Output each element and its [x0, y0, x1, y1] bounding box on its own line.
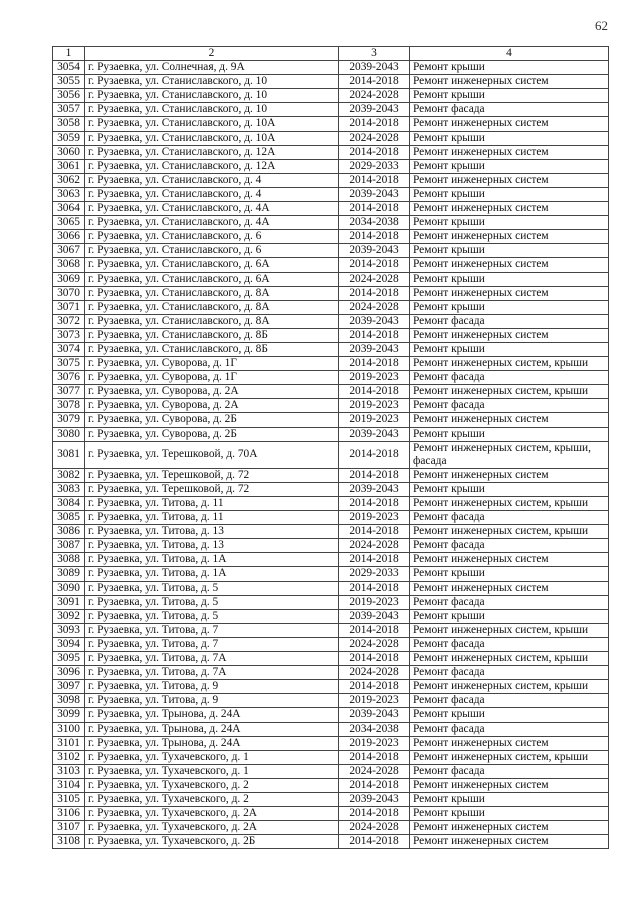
- period-cell: 2014-2018: [339, 145, 410, 159]
- table-row: [53, 539, 609, 553]
- work-type-cell: Ремонт крыши: [410, 61, 609, 75]
- table-row: [53, 680, 609, 694]
- period-cell: 2024-2028: [339, 300, 410, 314]
- address-cell: г. Рузаевка, ул. Станиславского, д. 4: [85, 187, 339, 201]
- table-row: [53, 441, 609, 468]
- table-row: [53, 553, 609, 567]
- work-type-cell: Ремонт инженерных систем: [410, 286, 609, 300]
- work-type-cell: Ремонт крыши: [410, 482, 609, 496]
- period-cell: 2039-2043: [339, 427, 410, 441]
- row-number-cell: 3087: [53, 539, 85, 553]
- work-type-cell: Ремонт крыши: [410, 427, 609, 441]
- work-type-cell: Ремонт инженерных систем: [410, 553, 609, 567]
- period-cell: 2039-2043: [339, 708, 410, 722]
- row-number-cell: 3084: [53, 497, 85, 511]
- row-number-cell: 3104: [53, 778, 85, 792]
- table-row: [53, 159, 609, 173]
- table-row: [53, 581, 609, 595]
- table-row: [53, 342, 609, 356]
- table-row: [53, 835, 609, 849]
- table-row: [53, 750, 609, 764]
- work-type-cell: Ремонт инженерных систем, крыши: [410, 652, 609, 666]
- row-number-cell: 3083: [53, 482, 85, 496]
- work-type-cell: Ремонт крыши: [410, 272, 609, 286]
- table-row: [53, 145, 609, 159]
- row-number-cell: 3085: [53, 511, 85, 525]
- address-cell: г. Рузаевка, ул. Титова, д. 1А: [85, 553, 339, 567]
- row-number-cell: 3078: [53, 399, 85, 413]
- row-number-cell: 3077: [53, 385, 85, 399]
- table-row: [53, 821, 609, 835]
- table-row: [53, 89, 609, 103]
- address-cell: г. Рузаевка, ул. Трынова, д. 24А: [85, 722, 339, 736]
- address-cell: г. Рузаевка, ул. Станиславского, д. 12А: [85, 145, 339, 159]
- period-cell: 2039-2043: [339, 244, 410, 258]
- repair-schedule-table: [52, 46, 609, 849]
- table-row: [53, 736, 609, 750]
- table-row: [53, 399, 609, 413]
- work-type-cell: Ремонт инженерных систем: [410, 230, 609, 244]
- table-row: [53, 244, 609, 258]
- work-type-cell: Ремонт инженерных систем: [410, 117, 609, 131]
- address-cell: г. Рузаевка, ул. Терешковой, д. 72: [85, 468, 339, 482]
- row-number-cell: 3082: [53, 468, 85, 482]
- address-cell: г. Рузаевка, ул. Терешковой, д. 72: [85, 482, 339, 496]
- work-type-cell: Ремонт инженерных систем, крыши: [410, 497, 609, 511]
- period-cell: 2014-2018: [339, 202, 410, 216]
- period-cell: 2014-2018: [339, 258, 410, 272]
- work-type-cell: Ремонт крыши: [410, 708, 609, 722]
- table-row: [53, 216, 609, 230]
- period-cell: 2019-2023: [339, 413, 410, 427]
- address-cell: г. Рузаевка, ул. Титова, д. 5: [85, 595, 339, 609]
- work-type-cell: Ремонт фасада: [410, 764, 609, 778]
- work-type-cell: Ремонт инженерных систем, крыши: [410, 357, 609, 371]
- row-number-cell: 3094: [53, 637, 85, 651]
- period-cell: 2014-2018: [339, 623, 410, 637]
- row-number-cell: 3066: [53, 230, 85, 244]
- row-number-cell: 3081: [53, 441, 85, 468]
- row-number-cell: 3074: [53, 342, 85, 356]
- table-row: [53, 75, 609, 89]
- period-cell: 2019-2023: [339, 595, 410, 609]
- period-cell: 2024-2028: [339, 131, 410, 145]
- table-row: [53, 413, 609, 427]
- work-type-cell: Ремонт инженерных систем: [410, 581, 609, 595]
- table-row: [53, 792, 609, 806]
- row-number-cell: 3090: [53, 581, 85, 595]
- work-type-cell: Ремонт инженерных систем: [410, 75, 609, 89]
- period-cell: 2014-2018: [339, 230, 410, 244]
- work-type-cell: Ремонт фасада: [410, 595, 609, 609]
- row-number-cell: 3092: [53, 609, 85, 623]
- period-cell: 2039-2043: [339, 482, 410, 496]
- address-cell: г. Рузаевка, ул. Титова, д. 11: [85, 511, 339, 525]
- period-cell: 2019-2023: [339, 371, 410, 385]
- address-cell: г. Рузаевка, ул. Тухачевского, д. 1: [85, 750, 339, 764]
- row-number-cell: 3096: [53, 666, 85, 680]
- row-number-cell: 3072: [53, 314, 85, 328]
- row-number-cell: 3095: [53, 652, 85, 666]
- table-row: [53, 202, 609, 216]
- period-cell: 2019-2023: [339, 511, 410, 525]
- table-row: [53, 314, 609, 328]
- period-cell: 2014-2018: [339, 173, 410, 187]
- row-number-cell: 3054: [53, 61, 85, 75]
- table-row: [53, 272, 609, 286]
- work-type-cell: Ремонт инженерных систем, крыши: [410, 750, 609, 764]
- period-cell: 2024-2028: [339, 764, 410, 778]
- period-cell: 2034-2038: [339, 722, 410, 736]
- row-number-cell: 3059: [53, 131, 85, 145]
- period-cell: 2034-2038: [339, 216, 410, 230]
- address-cell: г. Рузаевка, ул. Титова, д. 1А: [85, 567, 339, 581]
- row-number-cell: 3099: [53, 708, 85, 722]
- work-type-cell: Ремонт крыши: [410, 131, 609, 145]
- row-number-cell: 3102: [53, 750, 85, 764]
- row-number-cell: 3079: [53, 413, 85, 427]
- period-cell: 2024-2028: [339, 821, 410, 835]
- table-row: [53, 497, 609, 511]
- address-cell: г. Рузаевка, ул. Тухачевского, д. 2: [85, 778, 339, 792]
- work-type-cell: Ремонт крыши: [410, 300, 609, 314]
- row-number-cell: 3065: [53, 216, 85, 230]
- work-type-cell: Ремонт инженерных систем, крыши: [410, 525, 609, 539]
- address-cell: г. Рузаевка, ул. Титова, д. 13: [85, 539, 339, 553]
- period-cell: 2039-2043: [339, 314, 410, 328]
- row-number-cell: 3067: [53, 244, 85, 258]
- period-cell: 2039-2043: [339, 609, 410, 623]
- work-type-cell: Ремонт инженерных систем, крыши: [410, 623, 609, 637]
- address-cell: г. Рузаевка, ул. Станиславского, д. 8А: [85, 300, 339, 314]
- address-cell: г. Рузаевка, ул. Титова, д. 11: [85, 497, 339, 511]
- period-cell: 2024-2028: [339, 89, 410, 103]
- table-row: [53, 258, 609, 272]
- period-cell: 2024-2028: [339, 666, 410, 680]
- table-row: [53, 385, 609, 399]
- address-cell: г. Рузаевка, ул. Титова, д. 5: [85, 609, 339, 623]
- address-cell: г. Рузаевка, ул. Тухачевского, д. 2: [85, 792, 339, 806]
- table-row: [53, 525, 609, 539]
- row-number-cell: 3063: [53, 187, 85, 201]
- period-cell: 2014-2018: [339, 468, 410, 482]
- work-type-cell: Ремонт инженерных систем, крыши, фасада: [410, 441, 609, 468]
- table-row: [53, 286, 609, 300]
- row-number-cell: 3071: [53, 300, 85, 314]
- work-type-cell: Ремонт инженерных систем: [410, 468, 609, 482]
- address-cell: г. Рузаевка, ул. Суворова, д. 1Г: [85, 357, 339, 371]
- row-number-cell: 3069: [53, 272, 85, 286]
- period-cell: 2014-2018: [339, 385, 410, 399]
- table-row: [53, 328, 609, 342]
- address-cell: г. Рузаевка, ул. Титова, д. 9: [85, 694, 339, 708]
- row-number-cell: 3064: [53, 202, 85, 216]
- address-cell: г. Рузаевка, ул. Станиславского, д. 8А: [85, 314, 339, 328]
- row-number-cell: 3098: [53, 694, 85, 708]
- row-number-cell: 3097: [53, 680, 85, 694]
- row-number-cell: 3055: [53, 75, 85, 89]
- work-type-cell: Ремонт фасада: [410, 399, 609, 413]
- table-row: [53, 807, 609, 821]
- work-type-cell: Ремонт крыши: [410, 342, 609, 356]
- table-row: [53, 722, 609, 736]
- table-row: [53, 357, 609, 371]
- address-cell: г. Рузаевка, ул. Станиславского, д. 10: [85, 75, 339, 89]
- column-header: 2: [85, 47, 339, 61]
- address-cell: г. Рузаевка, ул. Станиславского, д. 8А: [85, 286, 339, 300]
- address-cell: г. Рузаевка, ул. Станиславского, д. 10А: [85, 131, 339, 145]
- address-cell: г. Рузаевка, ул. Титова, д. 5: [85, 581, 339, 595]
- address-cell: г. Рузаевка, ул. Тухачевского, д. 2Б: [85, 835, 339, 849]
- address-cell: г. Рузаевка, ул. Суворова, д. 2Б: [85, 413, 339, 427]
- period-cell: 2014-2018: [339, 286, 410, 300]
- address-cell: г. Рузаевка, ул. Терешковой, д. 70А: [85, 441, 339, 468]
- row-number-cell: 3103: [53, 764, 85, 778]
- table-row: [53, 511, 609, 525]
- work-type-cell: Ремонт крыши: [410, 792, 609, 806]
- work-type-cell: Ремонт крыши: [410, 159, 609, 173]
- period-cell: 2014-2018: [339, 652, 410, 666]
- work-type-cell: Ремонт крыши: [410, 807, 609, 821]
- period-cell: 2039-2043: [339, 103, 410, 117]
- period-cell: 2014-2018: [339, 778, 410, 792]
- period-cell: 2024-2028: [339, 539, 410, 553]
- table-row: [53, 117, 609, 131]
- period-cell: 2019-2023: [339, 694, 410, 708]
- address-cell: г. Рузаевка, ул. Станиславского, д. 10: [85, 103, 339, 117]
- period-cell: 2019-2023: [339, 736, 410, 750]
- work-type-cell: Ремонт инженерных систем: [410, 778, 609, 792]
- period-cell: 2029-2033: [339, 567, 410, 581]
- row-number-cell: 3080: [53, 427, 85, 441]
- work-type-cell: Ремонт инженерных систем: [410, 821, 609, 835]
- address-cell: г. Рузаевка, ул. Станиславского, д. 4А: [85, 216, 339, 230]
- row-number-cell: 3075: [53, 357, 85, 371]
- work-type-cell: Ремонт фасада: [410, 314, 609, 328]
- address-cell: г. Рузаевка, ул. Станиславского, д. 4: [85, 173, 339, 187]
- column-header: 4: [410, 47, 609, 61]
- table-row: [53, 694, 609, 708]
- row-number-cell: 3105: [53, 792, 85, 806]
- address-cell: г. Рузаевка, ул. Станиславского, д. 10А: [85, 117, 339, 131]
- row-number-cell: 3058: [53, 117, 85, 131]
- period-cell: 2024-2028: [339, 272, 410, 286]
- address-cell: г. Рузаевка, ул. Титова, д. 7: [85, 637, 339, 651]
- table-row: [53, 468, 609, 482]
- row-number-cell: 3086: [53, 525, 85, 539]
- work-type-cell: Ремонт фасада: [410, 666, 609, 680]
- period-cell: 2014-2018: [339, 357, 410, 371]
- address-cell: г. Рузаевка, ул. Трынова, д. 24А: [85, 708, 339, 722]
- period-cell: 2024-2028: [339, 637, 410, 651]
- work-type-cell: Ремонт инженерных систем, крыши: [410, 385, 609, 399]
- work-type-cell: Ремонт фасада: [410, 694, 609, 708]
- work-type-cell: Ремонт инженерных систем: [410, 413, 609, 427]
- row-number-cell: 3061: [53, 159, 85, 173]
- table-row: [53, 637, 609, 651]
- work-type-cell: Ремонт инженерных систем: [410, 145, 609, 159]
- row-number-cell: 3088: [53, 553, 85, 567]
- table-row: [53, 666, 609, 680]
- work-type-cell: Ремонт инженерных систем: [410, 736, 609, 750]
- work-type-cell: Ремонт инженерных систем: [410, 328, 609, 342]
- work-type-cell: Ремонт фасада: [410, 722, 609, 736]
- column-header: 1: [53, 47, 85, 61]
- row-number-cell: 3056: [53, 89, 85, 103]
- period-cell: 2014-2018: [339, 680, 410, 694]
- row-number-cell: 3062: [53, 173, 85, 187]
- table-row: [53, 103, 609, 117]
- row-number-cell: 3100: [53, 722, 85, 736]
- address-cell: г. Рузаевка, ул. Станиславского, д. 6А: [85, 258, 339, 272]
- table-row: [53, 708, 609, 722]
- row-number-cell: 3060: [53, 145, 85, 159]
- address-cell: г. Рузаевка, ул. Станиславского, д. 6: [85, 230, 339, 244]
- table-row: [53, 652, 609, 666]
- row-number-cell: 3070: [53, 286, 85, 300]
- table-row: [53, 173, 609, 187]
- address-cell: г. Рузаевка, ул. Суворова, д. 2А: [85, 399, 339, 413]
- address-cell: г. Рузаевка, ул. Тухачевского, д. 2А: [85, 807, 339, 821]
- row-number-cell: 3107: [53, 821, 85, 835]
- table-row: [53, 230, 609, 244]
- table-row: [53, 609, 609, 623]
- row-number-cell: 3068: [53, 258, 85, 272]
- address-cell: г. Рузаевка, ул. Титова, д. 7А: [85, 652, 339, 666]
- work-type-cell: Ремонт инженерных систем, крыши: [410, 680, 609, 694]
- work-type-cell: Ремонт крыши: [410, 567, 609, 581]
- column-header: 3: [339, 47, 410, 61]
- work-type-cell: Ремонт инженерных систем: [410, 258, 609, 272]
- period-cell: 2014-2018: [339, 525, 410, 539]
- table-row: [53, 300, 609, 314]
- work-type-cell: Ремонт фасада: [410, 371, 609, 385]
- period-cell: 2039-2043: [339, 792, 410, 806]
- address-cell: г. Рузаевка, ул. Станиславского, д. 4А: [85, 202, 339, 216]
- table-row: [53, 61, 609, 75]
- work-type-cell: Ремонт крыши: [410, 187, 609, 201]
- work-type-cell: Ремонт крыши: [410, 216, 609, 230]
- address-cell: г. Рузаевка, ул. Титова, д. 7А: [85, 666, 339, 680]
- row-number-cell: 3089: [53, 567, 85, 581]
- row-number-cell: 3091: [53, 595, 85, 609]
- table-row: [53, 482, 609, 496]
- table-row: [53, 623, 609, 637]
- work-type-cell: Ремонт фасада: [410, 637, 609, 651]
- work-type-cell: Ремонт инженерных систем: [410, 173, 609, 187]
- address-cell: г. Рузаевка, ул. Станиславского, д. 8Б: [85, 342, 339, 356]
- address-cell: г. Рузаевка, ул. Солнечная, д. 9А: [85, 61, 339, 75]
- address-cell: г. Рузаевка, ул. Станиславского, д. 6А: [85, 272, 339, 286]
- period-cell: 2014-2018: [339, 497, 410, 511]
- period-cell: 2039-2043: [339, 187, 410, 201]
- address-cell: г. Рузаевка, ул. Титова, д. 13: [85, 525, 339, 539]
- table-row: [53, 131, 609, 145]
- table-row: [53, 567, 609, 581]
- period-cell: 2014-2018: [339, 553, 410, 567]
- address-cell: г. Рузаевка, ул. Титова, д. 9: [85, 680, 339, 694]
- row-number-cell: 3073: [53, 328, 85, 342]
- address-cell: г. Рузаевка, ул. Тухачевского, д. 2А: [85, 821, 339, 835]
- work-type-cell: Ремонт крыши: [410, 609, 609, 623]
- work-type-cell: Ремонт фасада: [410, 539, 609, 553]
- work-type-cell: Ремонт фасада: [410, 511, 609, 525]
- address-cell: г. Рузаевка, ул. Трынова, д. 24А: [85, 736, 339, 750]
- period-cell: 2014-2018: [339, 441, 410, 468]
- period-cell: 2014-2018: [339, 835, 410, 849]
- row-number-cell: 3106: [53, 807, 85, 821]
- table-header-row: [53, 47, 609, 61]
- work-type-cell: Ремонт инженерных систем: [410, 202, 609, 216]
- address-cell: г. Рузаевка, ул. Суворова, д. 2Б: [85, 427, 339, 441]
- table-row: [53, 764, 609, 778]
- period-cell: 2014-2018: [339, 807, 410, 821]
- table-body: [53, 61, 609, 849]
- row-number-cell: 3108: [53, 835, 85, 849]
- period-cell: 2019-2023: [339, 399, 410, 413]
- work-type-cell: Ремонт крыши: [410, 89, 609, 103]
- row-number-cell: 3076: [53, 371, 85, 385]
- period-cell: 2014-2018: [339, 328, 410, 342]
- address-cell: г. Рузаевка, ул. Тухачевского, д. 1: [85, 764, 339, 778]
- table-row: [53, 371, 609, 385]
- row-number-cell: 3057: [53, 103, 85, 117]
- address-cell: г. Рузаевка, ул. Станиславского, д. 10: [85, 89, 339, 103]
- table-row: [53, 595, 609, 609]
- period-cell: 2029-2033: [339, 159, 410, 173]
- row-number-cell: 3093: [53, 623, 85, 637]
- period-cell: 2014-2018: [339, 75, 410, 89]
- address-cell: г. Рузаевка, ул. Станиславского, д. 8Б: [85, 328, 339, 342]
- page-number: 62: [595, 18, 608, 33]
- row-number-cell: 3101: [53, 736, 85, 750]
- period-cell: 2014-2018: [339, 581, 410, 595]
- address-cell: г. Рузаевка, ул. Станиславского, д. 6: [85, 244, 339, 258]
- work-type-cell: Ремонт фасада: [410, 103, 609, 117]
- address-cell: г. Рузаевка, ул. Станиславского, д. 12А: [85, 159, 339, 173]
- address-cell: г. Рузаевка, ул. Титова, д. 7: [85, 623, 339, 637]
- period-cell: 2014-2018: [339, 750, 410, 764]
- table-row: [53, 778, 609, 792]
- table-row: [53, 187, 609, 201]
- period-cell: 2039-2043: [339, 342, 410, 356]
- period-cell: 2039-2043: [339, 61, 410, 75]
- address-cell: г. Рузаевка, ул. Суворова, д. 2А: [85, 385, 339, 399]
- table-row: [53, 427, 609, 441]
- period-cell: 2014-2018: [339, 117, 410, 131]
- work-type-cell: Ремонт инженерных систем: [410, 835, 609, 849]
- address-cell: г. Рузаевка, ул. Суворова, д. 1Г: [85, 371, 339, 385]
- work-type-cell: Ремонт крыши: [410, 244, 609, 258]
